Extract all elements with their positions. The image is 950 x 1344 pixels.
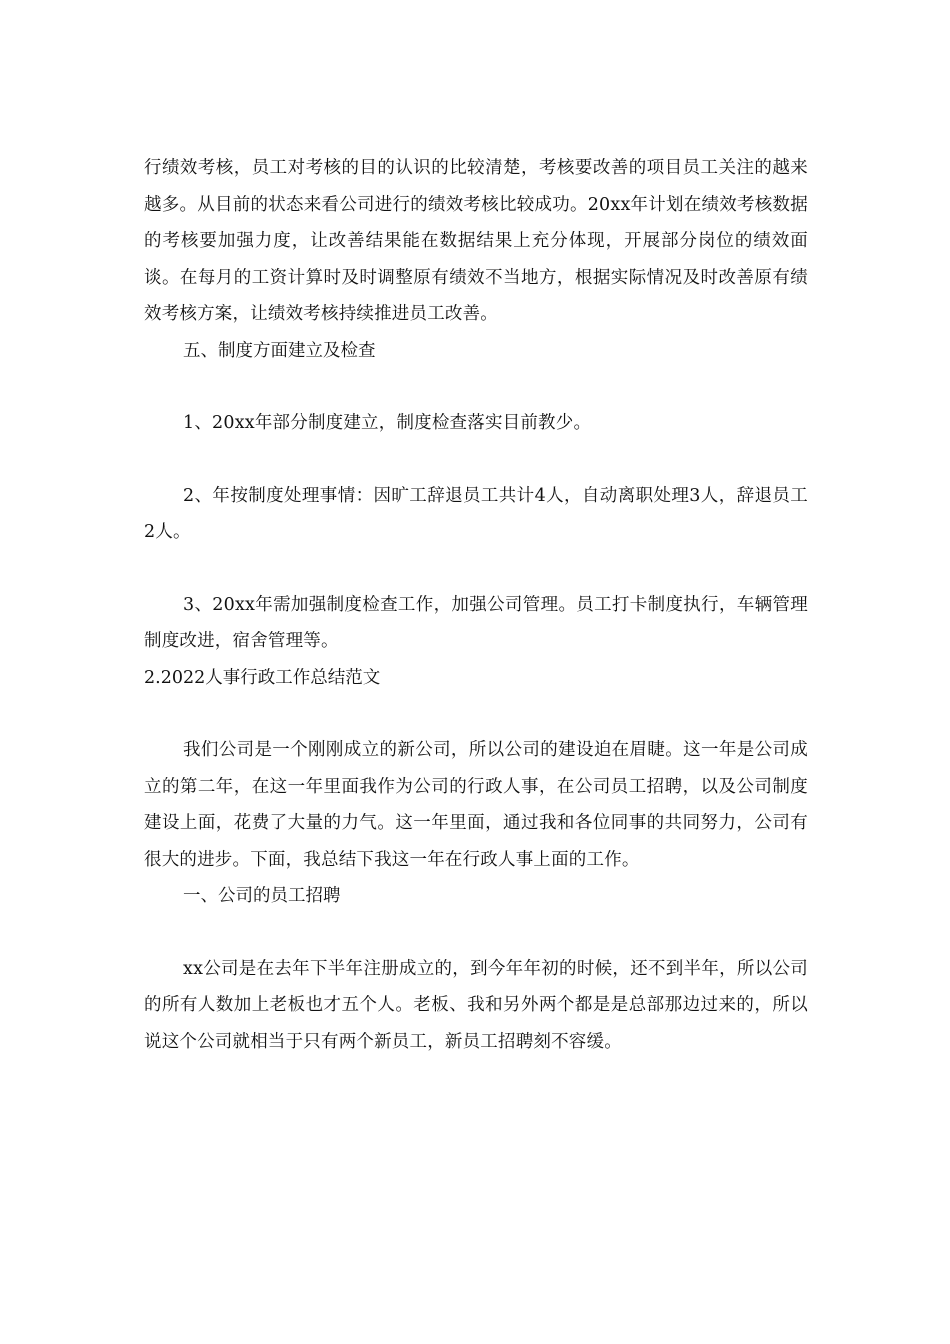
list-item-1: 1、20xx年部分制度建立，制度检查落实目前教少。 (183, 413, 592, 433)
document-page (144, 150, 808, 1060)
list-item-3: 3、20xx年需加强制度检查工作，加强公司管理。员工打卡制度执行，车辆管理制度改进，宿舍管理等。 (144, 594, 808, 651)
paragraph-recruitment: xx公司是在去年下半年注册成立的，到今年年初的时候，还不到半年，所以公司的所有人数加上老板也才五个人。老板、我和另外两个都是是总部那边过来的，所以说这个公司就相当于只有两个新员工，新员工招聘刻不容缓。 (144, 958, 808, 1052)
section-heading-system: 五、制度方面建立及检查 (183, 340, 376, 361)
paragraph-intro: 我们公司是一个刚刚成立的新公司，所以公司的建设迫在眉睫。这一年是公司成立的第二年，在这一年里面我作为公司的行政人事，在公司员工招聘，以及公司制度建设上面，花费了大量的力气。这一年里面，通过我和各位同事的共同努力，公司有很大的进步。下面，我总结下我这一年在行政人事上面的工作。 (144, 740, 808, 870)
section-heading-recruitment: 一、公司的员工招聘 (183, 886, 341, 906)
paragraph-performance: 行绩效考核，员工对考核的目的认识的比较清楚，考核要改善的项目员工关注的越来越多。从目前的状态来看公司进行的绩效考核比较成功。20xx年计划在绩效考核数据的考核要加强力度，让改善结果能在数据结果上充分体现，开展部分岗位的绩效面谈。在每月的工资计算时及时调整原有绩效不当地方，根据实际情况及时改善原有绩效考核方案，让绩效考核持续推进员工改善。 (144, 158, 808, 324)
article-title: 2.2022人事行政工作总结范文 (144, 667, 381, 688)
list-item-2: 2、年按制度处理事情：因旷工辞退员工共计4人，自动离职处理3人，辞退员工2人。 (144, 485, 808, 542)
